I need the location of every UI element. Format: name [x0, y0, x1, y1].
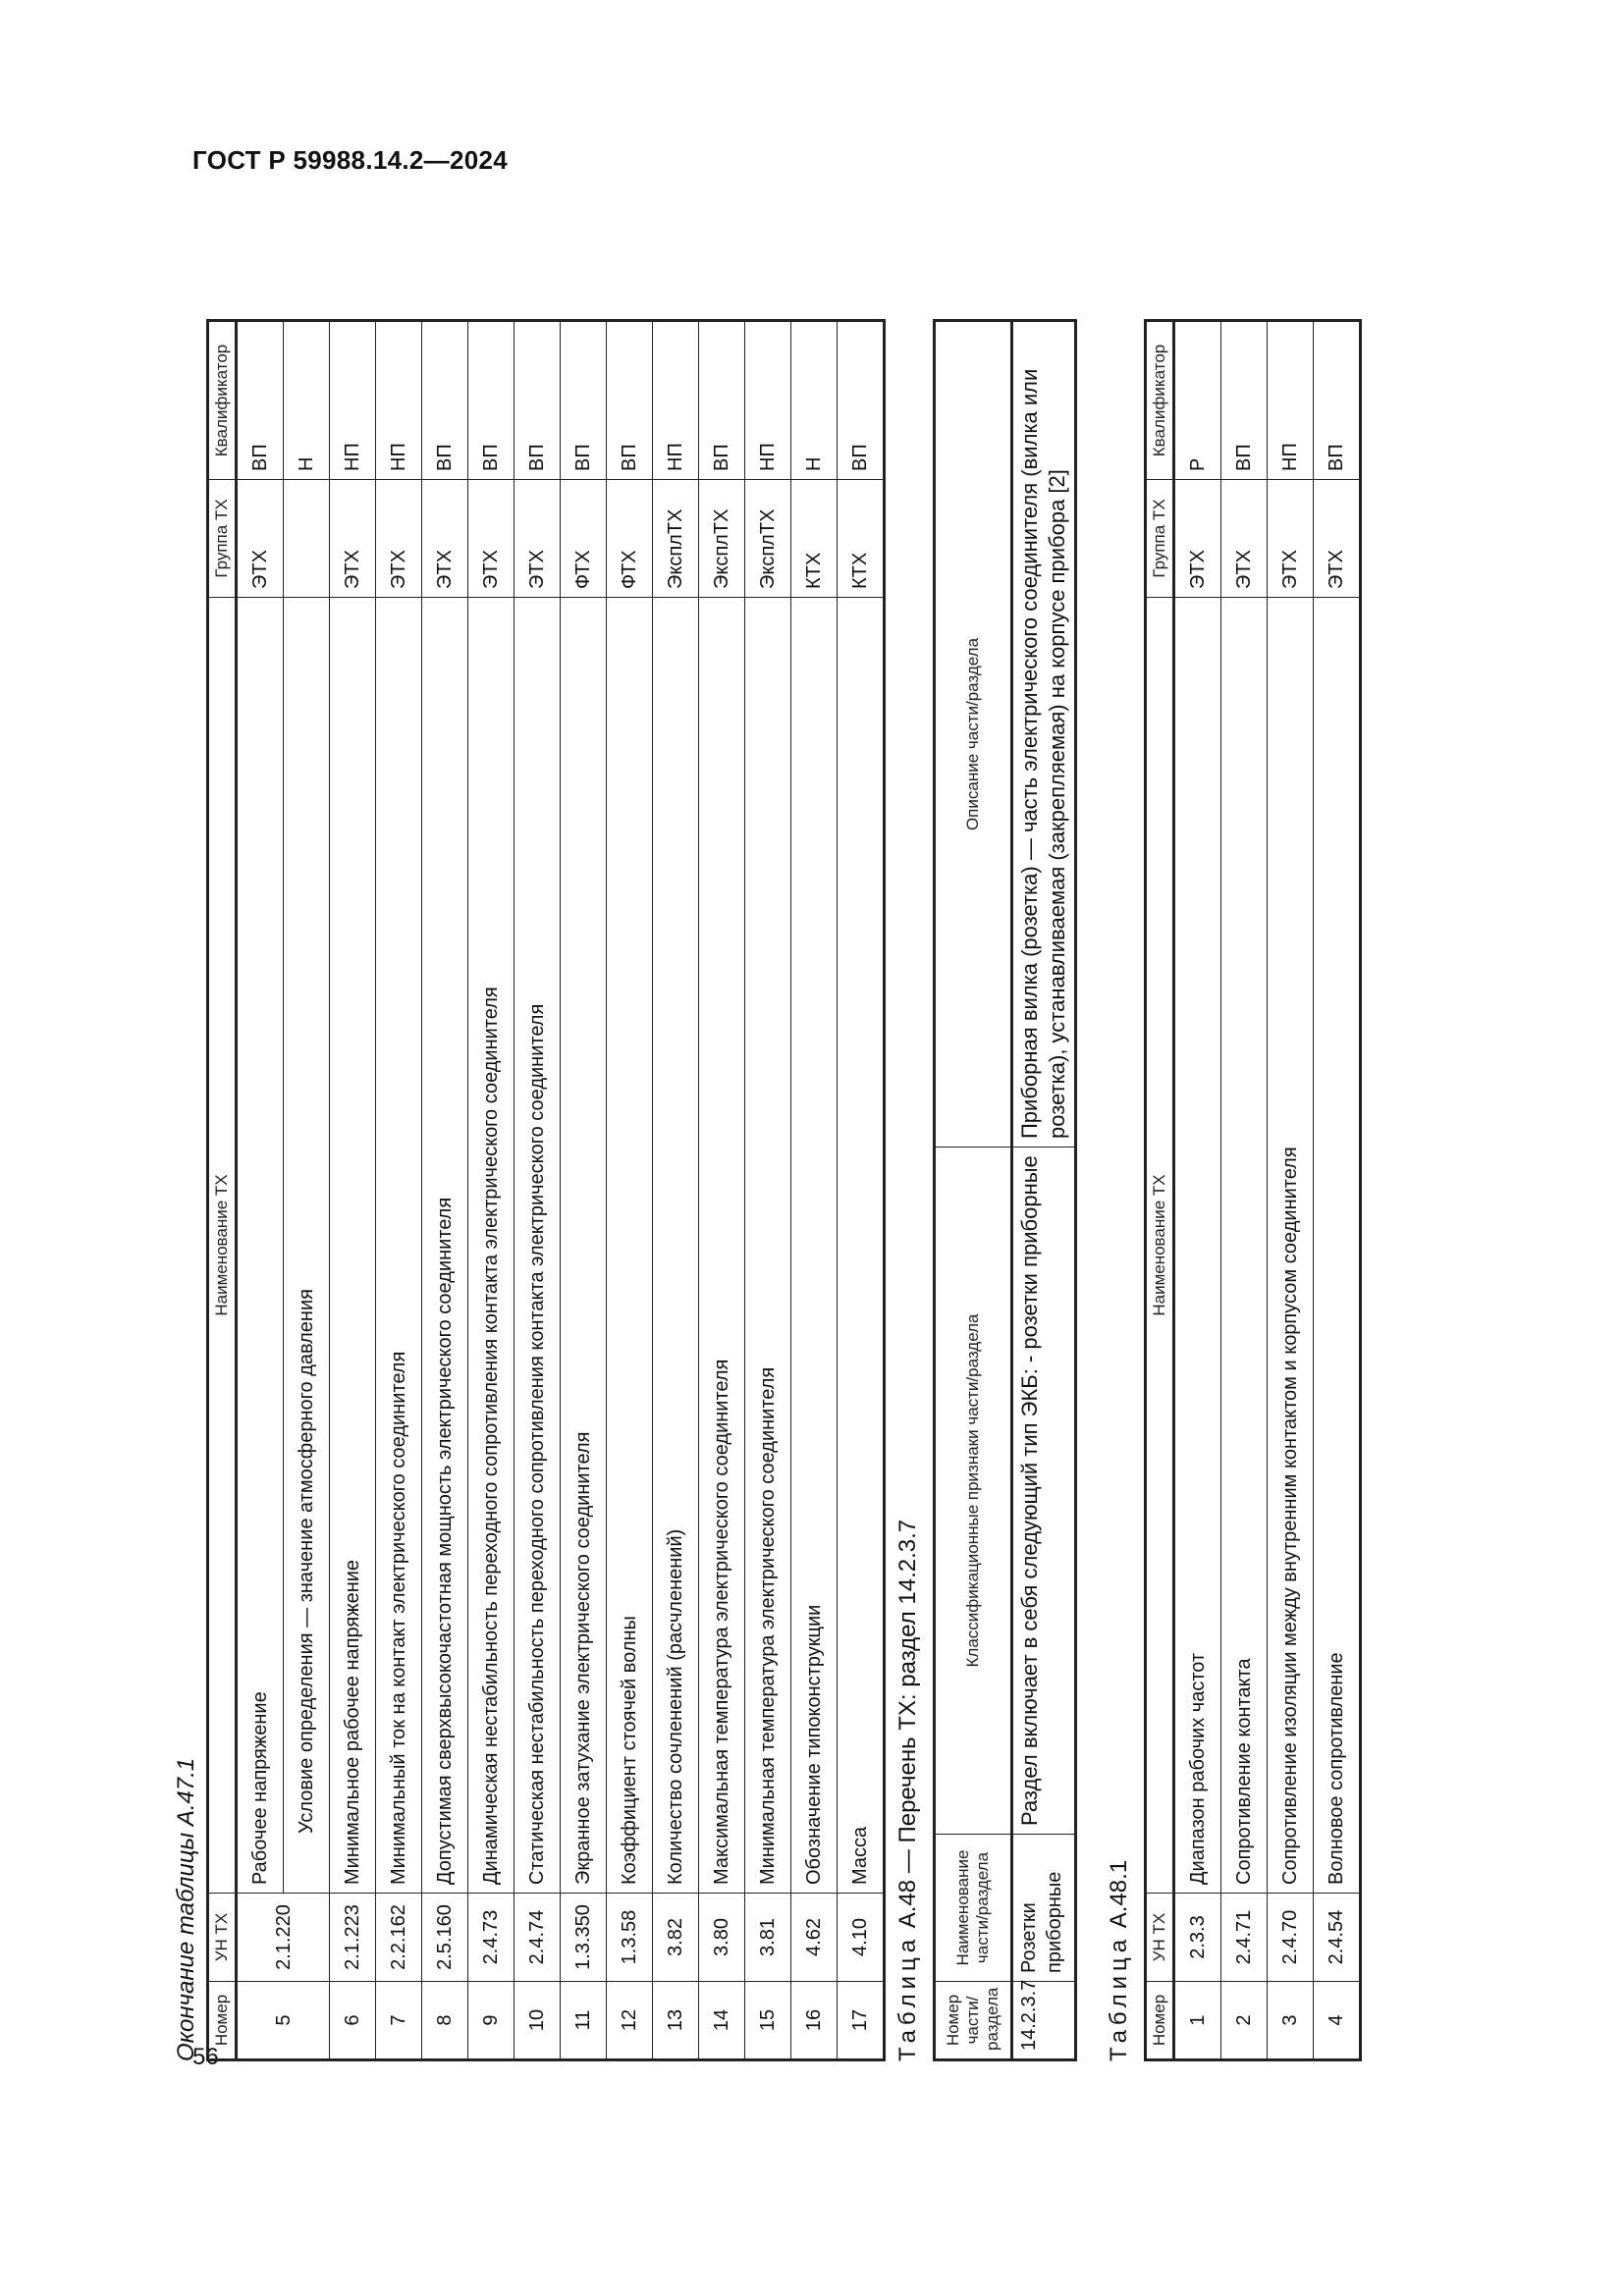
col-header-group: Группа ТХ: [208, 480, 237, 598]
cell-qual: НП: [376, 321, 422, 480]
cell-qual: НП: [1268, 321, 1314, 480]
col-header-qual: Квалификатор: [208, 321, 237, 480]
table-a48-caption-text: А.48 — Перечень ТХ: раздел 14.2.3.7: [894, 1519, 921, 1929]
cell-un: 2.1.223: [330, 1894, 376, 1982]
cell-num: 2: [1221, 1982, 1268, 2060]
table-row: [838, 321, 885, 2060]
table-a47-1-caption: Окончание таблицы А.47.1: [173, 1757, 199, 2061]
cell-part-name: Розетки приборные: [1012, 1835, 1076, 1982]
cell-qual: ВП: [1314, 321, 1361, 480]
table-a48-1-caption-prefix: Таблица: [1106, 1934, 1132, 2061]
cell-un: 3.82: [653, 1894, 699, 1982]
cell-name: Коэффициент стоячей волны: [607, 598, 653, 1894]
cell-group: ФТХ: [561, 480, 607, 598]
cell-name: Сопротивление изоляции между внутренним контактом и корпусом соединителя: [1268, 598, 1314, 1894]
cell-qual: ВП: [422, 321, 468, 480]
col-header-un: УН ТХ: [1146, 1894, 1174, 1982]
cell-num: 3: [1268, 1982, 1314, 2060]
cell-num: 15: [745, 1982, 791, 2060]
col-header-name: Наименование ТХ: [208, 598, 237, 1894]
cell-name: Динамическая нестабильность переходного сопротивления контакта электрического соединителя: [468, 598, 514, 1894]
cell-name: Статическая нестабильность переходного сопротивления контакта электрического соединителя: [514, 598, 561, 1894]
table-row: [1221, 321, 1268, 2060]
cell-name: Масса: [838, 598, 885, 1894]
cell-name: Допустимая сверхвысокочастотная мощность электрического соединителя: [422, 598, 468, 1894]
cell-un: 2.2.162: [376, 1894, 422, 1982]
cell-qual: Н: [791, 321, 838, 480]
cell-un: 2.4.73: [468, 1894, 514, 1982]
cell-qual: ВП: [561, 321, 607, 480]
col-header-part-num: Номер части/раздела: [935, 1982, 1012, 2060]
cell-un: 1.3.58: [607, 1894, 653, 1982]
cell-un: 2.3.3: [1174, 1894, 1221, 1982]
cell-num: 5: [237, 1982, 330, 2060]
cell-num: 11: [561, 1982, 607, 2060]
cell-num: 4: [1314, 1982, 1361, 2060]
cell-un: 1.3.350: [561, 1894, 607, 1982]
col-header-un: УН ТХ: [208, 1894, 237, 1982]
table-a48-caption-prefix: Таблица: [894, 1934, 921, 2061]
cell-qual: ВП: [514, 321, 561, 480]
cell-name: Диапазон рабочих частот: [1174, 598, 1221, 1894]
cell-group: [284, 480, 330, 598]
cell-un: 2.4.54: [1314, 1894, 1361, 1982]
col-header-part-desc: Описание части/раздела: [935, 321, 1012, 1148]
cell-un: 4.62: [791, 1894, 838, 1982]
cell-qual: НП: [745, 321, 791, 480]
cell-qual: ВП: [1221, 321, 1268, 480]
cell-group: ЭТХ: [1268, 480, 1314, 598]
cell-name: Сопротивление контакта: [1221, 598, 1268, 1894]
cell-qual: Р: [1174, 321, 1221, 480]
table-row: [791, 321, 838, 2060]
cell-un: 2.4.74: [514, 1894, 561, 1982]
cell-group: ЭТХ: [376, 480, 422, 598]
cell-qual: ВП: [237, 321, 284, 480]
table-a48-caption: [889, 1520, 928, 2061]
cell-group: ЭксплТХ: [699, 480, 745, 598]
col-header-part-name: Наименование части/раздела: [935, 1835, 1012, 1982]
cell-part-class: Раздел включает в себя следующий тип ЭКБ: - розетки приборные: [1012, 1148, 1076, 1835]
cell-qual: НП: [330, 321, 376, 480]
cell-name: Экранное затухание электрического соединителя: [561, 598, 607, 1894]
cell-un: 2.4.71: [1221, 1894, 1268, 1982]
cell-num: 10: [514, 1982, 561, 2060]
table-a48-1-caption-text: А.48.1: [1106, 1859, 1132, 1929]
col-header-num: Номер: [208, 1982, 237, 2060]
table-row: [514, 321, 561, 2060]
table-a48-1: [1144, 319, 1362, 2061]
table-row: [745, 321, 791, 2060]
table-row: [330, 321, 376, 2060]
col-header-name: Наименование ТХ: [1146, 598, 1174, 1894]
rotated-content: [167, 98, 1542, 2061]
cell-num: 8: [422, 1982, 468, 2060]
table-row: [468, 321, 514, 2060]
cell-num: 17: [838, 1982, 885, 2060]
cell-un: 3.80: [699, 1894, 745, 1982]
cell-name: Минимальный ток на контакт электрического соединителя: [376, 598, 422, 1894]
cell-name: Количество сочленений (расчленений): [653, 598, 699, 1894]
table-a47-1: [206, 319, 886, 2061]
cell-qual: ВП: [699, 321, 745, 480]
cell-group: КТХ: [791, 480, 838, 598]
cell-group: ФТХ: [607, 480, 653, 598]
cell-group: ЭТХ: [514, 480, 561, 598]
col-header-qual: Квалификатор: [1146, 321, 1174, 480]
cell-num: 1: [1174, 1982, 1221, 2060]
cell-un: 4.10: [838, 1894, 885, 1982]
cell-group: ЭТХ: [330, 480, 376, 598]
cell-qual: НП: [653, 321, 699, 480]
table-a48: [933, 319, 1077, 2061]
col-header-part-class: Классификационные признаки части/раздела: [935, 1148, 1012, 1835]
page-number: 56: [192, 2044, 219, 2070]
cell-group: КТХ: [838, 480, 885, 598]
cell-num: 16: [791, 1982, 838, 2060]
cell-num: 12: [607, 1982, 653, 2060]
cell-group: ЭТХ: [422, 480, 468, 598]
cell-un: 2.5.160: [422, 1894, 468, 1982]
table-a48-1-caption: [1100, 1860, 1139, 2061]
cell-name: Рабочее напряжение: [237, 598, 284, 1894]
cell-un: 2.4.70: [1268, 1894, 1314, 1982]
cell-un: 2.1.220: [237, 1894, 330, 1982]
cell-group: ЭТХ: [1221, 480, 1268, 598]
table-row: [422, 321, 468, 2060]
cell-qual: ВП: [607, 321, 653, 480]
cell-num: 13: [653, 1982, 699, 2060]
cell-part-desc: Приборная вилка (розетка) — часть электрического соединителя (вилка или розетка), устанавливаемая (закрепляемая) на корпусе прибора [2]: [1012, 321, 1076, 1148]
cell-num: 7: [376, 1982, 422, 2060]
document-header-title: ГОСТ Р 59988.14.2—2024: [192, 145, 508, 175]
table-row: [1314, 321, 1361, 2060]
table-row: [284, 321, 330, 2060]
cell-group: ЭТХ: [1174, 480, 1221, 598]
cell-qual: ВП: [468, 321, 514, 480]
cell-qual: Н: [284, 321, 330, 480]
cell-name: Условие определения — значение атмосферного давления: [284, 598, 330, 1894]
cell-name: Минимальное рабочее напряжение: [330, 598, 376, 1894]
table-row: [607, 321, 653, 2060]
cell-name: Обозначение типоконструкции: [791, 598, 838, 1894]
cell-name: Минимальная температура электрического соединителя: [745, 598, 791, 1894]
table-row: [1012, 321, 1076, 2060]
table-row: [376, 321, 422, 2060]
cell-group: ЭТХ: [1314, 480, 1361, 598]
cell-group: ЭксплТХ: [745, 480, 791, 598]
table-row: [699, 321, 745, 2060]
cell-name: Волновое сопротивление: [1314, 598, 1361, 1894]
table-row: [1174, 321, 1221, 2060]
cell-qual: ВП: [838, 321, 885, 480]
cell-num: 6: [330, 1982, 376, 2060]
cell-group: ЭксплТХ: [653, 480, 699, 598]
table-row: [653, 321, 699, 2060]
table-row: [561, 321, 607, 2060]
cell-name: Максимальная температура электрического соединителя: [699, 598, 745, 1894]
cell-part-num: 14.2.3.7: [1012, 1982, 1076, 2060]
table-row: [1268, 321, 1314, 2060]
col-header-num: Номер: [1146, 1982, 1174, 2060]
cell-num: 9: [468, 1982, 514, 2060]
cell-group: ЭТХ: [468, 480, 514, 598]
cell-num: 14: [699, 1982, 745, 2060]
table-row: [237, 321, 284, 2060]
cell-group: ЭТХ: [237, 480, 284, 598]
cell-un: 3.81: [745, 1894, 791, 1982]
col-header-group: Группа ТХ: [1146, 480, 1174, 598]
